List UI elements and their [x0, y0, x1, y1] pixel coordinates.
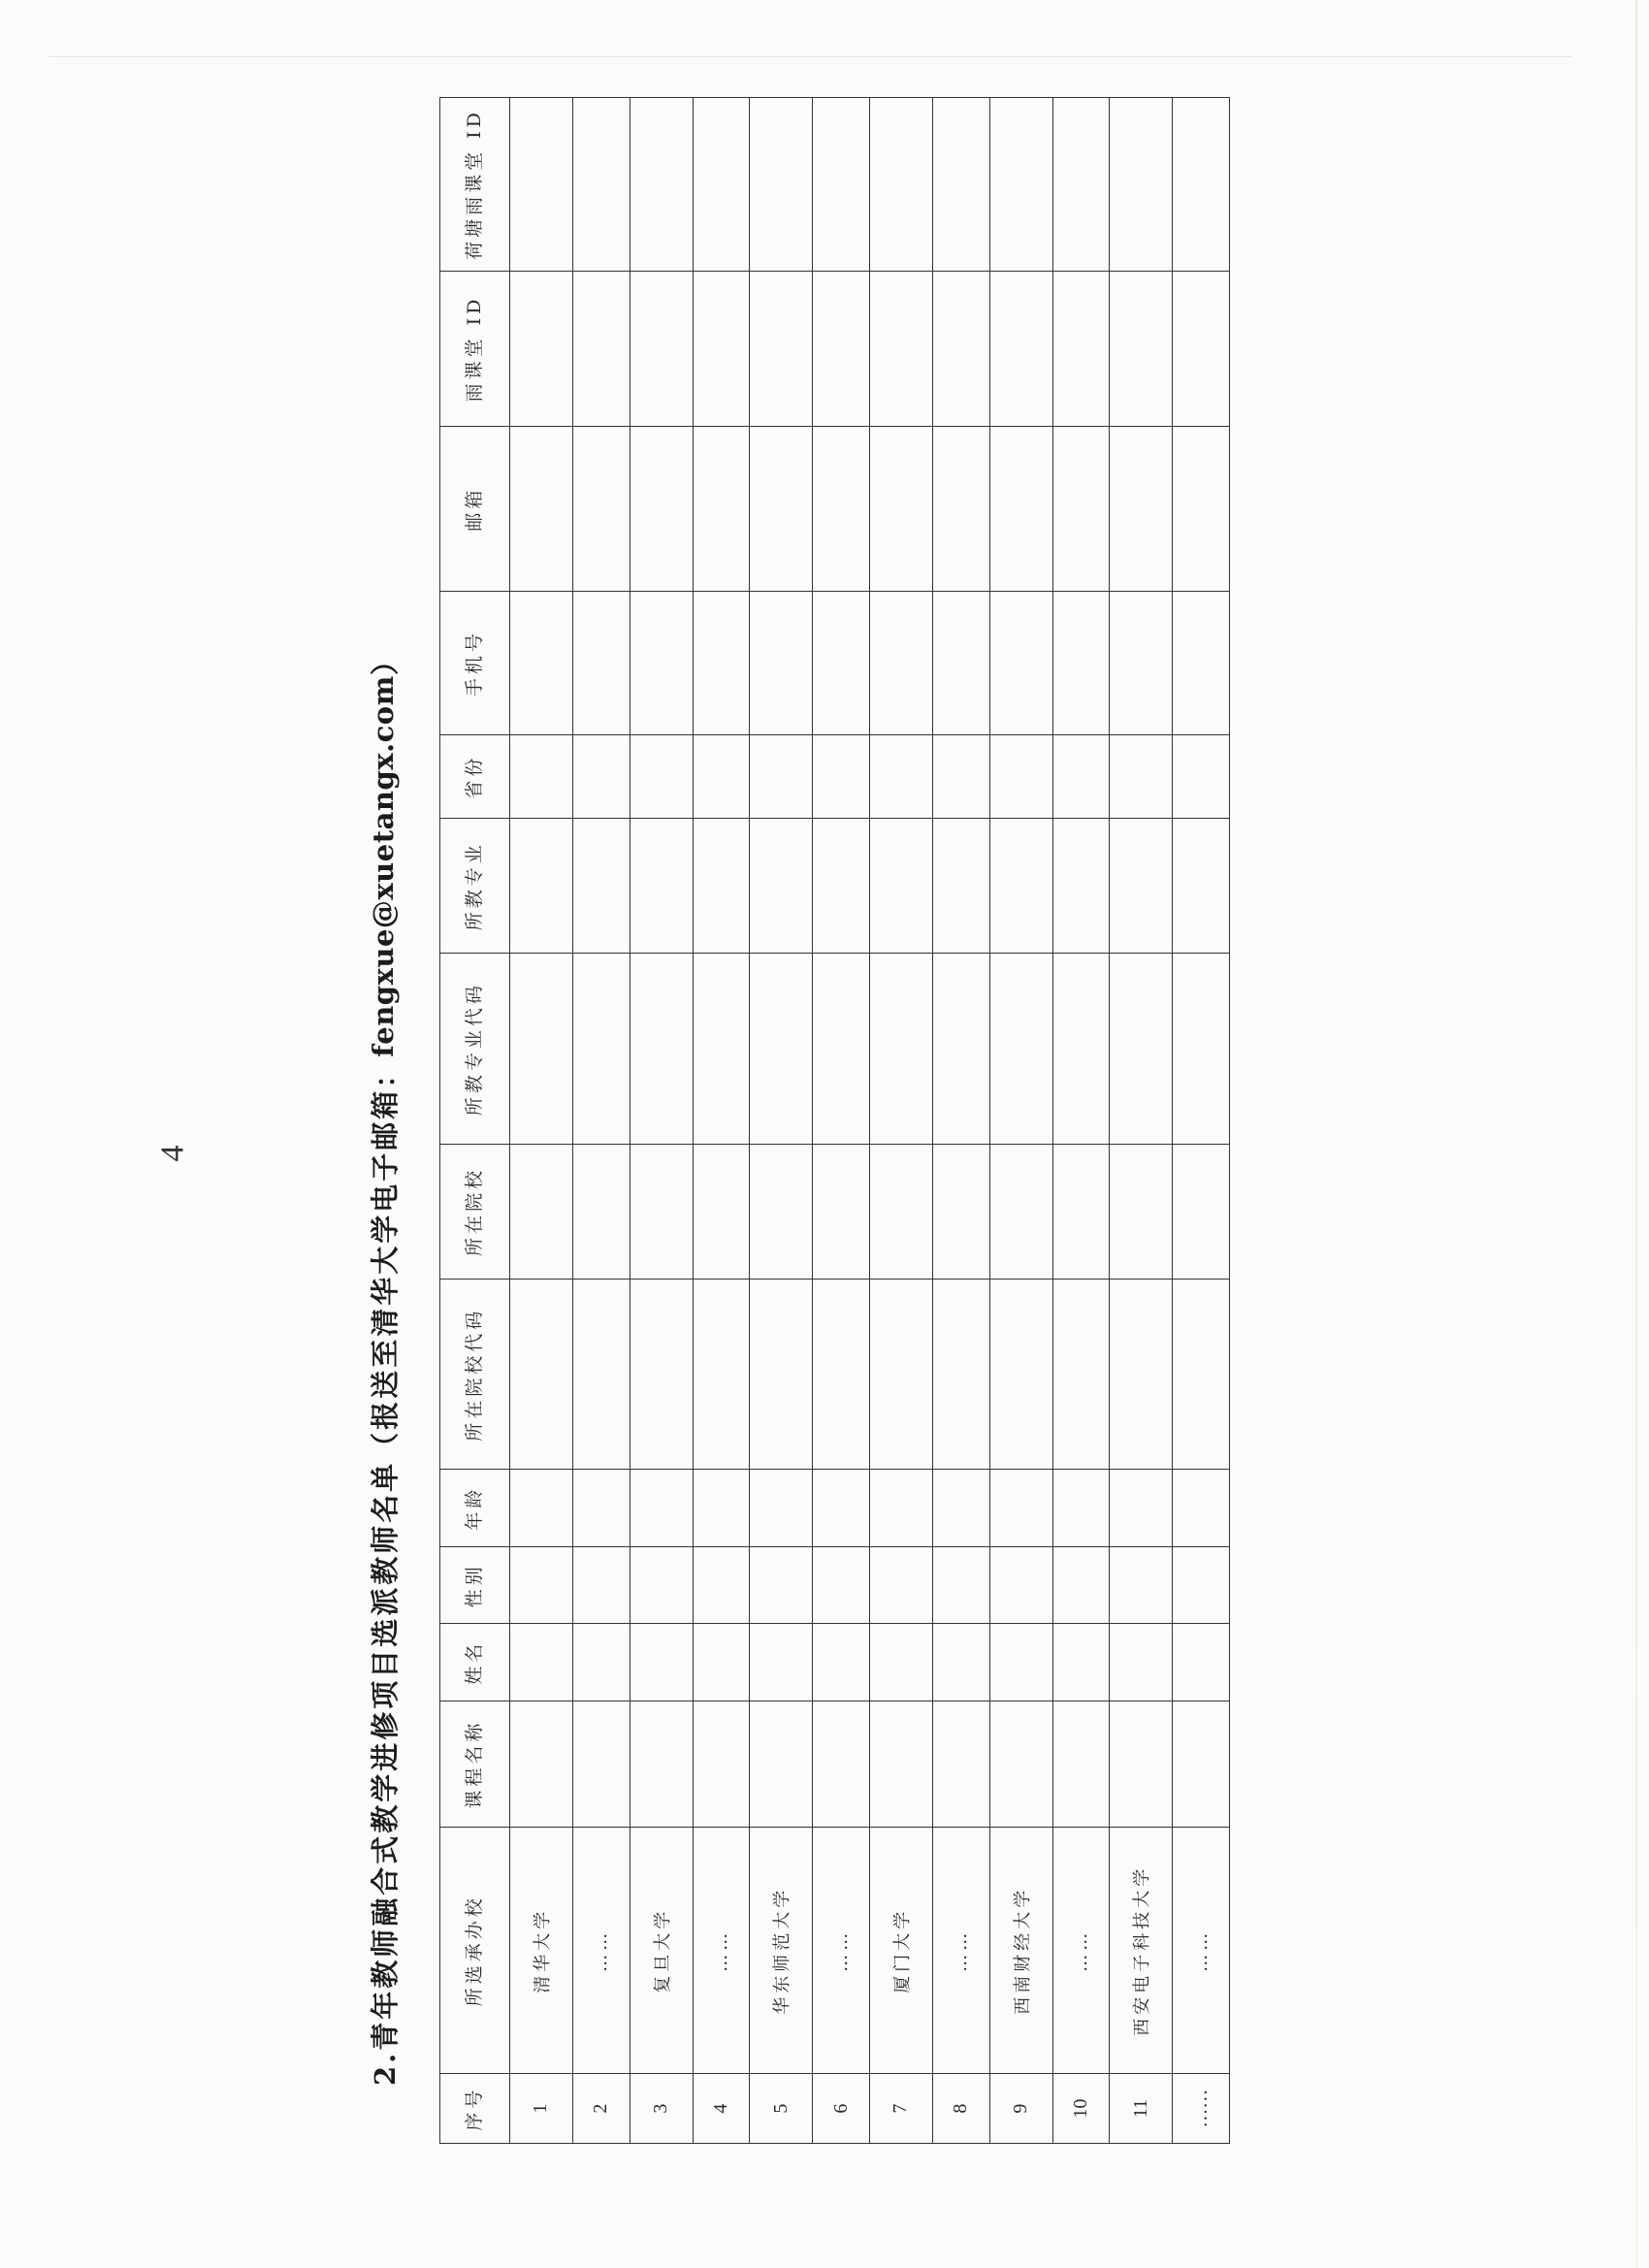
empty-cell[interactable] [1173, 427, 1230, 592]
empty-cell[interactable] [813, 1279, 870, 1470]
empty-cell[interactable] [932, 1470, 989, 1547]
empty-cell[interactable] [813, 1144, 870, 1279]
empty-cell[interactable] [932, 1624, 989, 1701]
row-seq-cell: 4 [693, 2074, 750, 2144]
empty-cell[interactable] [510, 1624, 573, 1701]
row-seq-cell: 10 [1052, 2074, 1110, 2144]
row-seq-cell: 11 [1110, 2074, 1173, 2144]
header-cell: 课程名称 [440, 1701, 510, 1828]
empty-cell[interactable] [1052, 1144, 1110, 1279]
header-cell: 性别 [440, 1547, 510, 1625]
empty-cell[interactable] [572, 819, 630, 954]
empty-cell[interactable] [693, 1144, 750, 1279]
table-body [510, 98, 1230, 2144]
empty-cell[interactable] [693, 1624, 750, 1701]
empty-cell[interactable] [813, 1701, 870, 1828]
empty-cell[interactable] [869, 1701, 932, 1828]
empty-cell[interactable] [1173, 98, 1230, 272]
empty-cell[interactable] [989, 1279, 1052, 1470]
row-school-cell: 复旦大学 [630, 1828, 693, 2074]
row-seq-cell: 3 [630, 2074, 693, 2144]
empty-cell[interactable] [630, 1470, 693, 1547]
empty-cell[interactable] [510, 819, 573, 954]
empty-cell[interactable] [1110, 735, 1173, 819]
empty-cell[interactable] [813, 98, 870, 272]
empty-cell[interactable] [989, 735, 1052, 819]
empty-cell[interactable] [869, 1470, 932, 1547]
empty-cell[interactable] [813, 1470, 870, 1547]
empty-cell[interactable] [1173, 271, 1230, 426]
empty-cell[interactable] [869, 819, 932, 954]
empty-cell[interactable] [510, 1547, 573, 1625]
header-cell: 序号 [440, 2074, 510, 2144]
empty-cell[interactable] [989, 1547, 1052, 1625]
empty-cell[interactable] [630, 98, 693, 272]
empty-cell[interactable] [813, 592, 870, 735]
empty-cell[interactable] [1110, 1144, 1173, 1279]
row-school-cell: …… [693, 1828, 750, 2074]
row-seq-cell: 7 [869, 2074, 932, 2144]
table-row [750, 98, 813, 2144]
empty-cell[interactable] [813, 819, 870, 954]
empty-cell[interactable] [572, 1144, 630, 1279]
empty-cell[interactable] [869, 1624, 932, 1701]
empty-cell[interactable] [510, 1470, 573, 1547]
empty-cell[interactable] [1110, 819, 1173, 954]
empty-cell[interactable] [693, 592, 750, 735]
empty-cell[interactable] [813, 427, 870, 592]
row-school-cell: …… [1173, 1828, 1230, 2074]
empty-cell[interactable] [693, 271, 750, 426]
empty-cell[interactable] [932, 1144, 989, 1279]
empty-cell[interactable] [693, 1470, 750, 1547]
table-row [932, 98, 989, 2144]
empty-cell[interactable] [1052, 1470, 1110, 1547]
empty-cell[interactable] [693, 1701, 750, 1828]
title-text: 2.青年教师融合式教学进修项目选派教师名单（报送至清华大学电子邮箱： [368, 1056, 402, 2086]
empty-cell[interactable] [510, 1279, 573, 1470]
row-seq-cell: 2 [572, 2074, 630, 2144]
empty-cell[interactable] [989, 1624, 1052, 1701]
empty-cell[interactable] [693, 1279, 750, 1470]
row-school-cell: …… [1052, 1828, 1110, 2074]
empty-cell[interactable] [869, 98, 932, 272]
empty-cell[interactable] [989, 1470, 1052, 1547]
empty-cell[interactable] [572, 592, 630, 735]
rotated-sheet [354, 97, 1324, 2144]
empty-cell[interactable] [1052, 819, 1110, 954]
empty-cell[interactable] [630, 427, 693, 592]
empty-cell[interactable] [693, 98, 750, 272]
header-cell: 所选承办校 [440, 1828, 510, 2074]
empty-cell[interactable] [1052, 1547, 1110, 1625]
empty-cell[interactable] [989, 592, 1052, 735]
header-cell: 雨课堂 ID [440, 271, 510, 426]
empty-cell[interactable] [989, 954, 1052, 1145]
empty-cell[interactable] [1173, 1701, 1230, 1828]
row-school-cell: 清华大学 [510, 1828, 573, 2074]
empty-cell[interactable] [1110, 592, 1173, 735]
empty-cell[interactable] [1173, 592, 1230, 735]
empty-cell[interactable] [813, 735, 870, 819]
empty-cell[interactable] [932, 735, 989, 819]
header-cell: 所在院校 [440, 1144, 510, 1279]
empty-cell[interactable] [572, 1470, 630, 1547]
empty-cell[interactable] [572, 1701, 630, 1828]
empty-cell[interactable] [869, 1279, 932, 1470]
empty-cell[interactable] [813, 1624, 870, 1701]
empty-cell[interactable] [932, 1547, 989, 1625]
empty-cell[interactable] [510, 954, 573, 1145]
empty-cell[interactable] [932, 1701, 989, 1828]
page-title [354, 243, 412, 2086]
empty-cell[interactable] [1052, 427, 1110, 592]
title-email: fengxue@xuetangx.com [367, 675, 400, 1057]
empty-cell[interactable] [932, 819, 989, 954]
empty-cell[interactable] [932, 954, 989, 1145]
empty-cell[interactable] [869, 271, 932, 426]
empty-cell[interactable] [932, 592, 989, 735]
empty-cell[interactable] [1173, 1547, 1230, 1625]
row-school-cell: …… [813, 1828, 870, 2074]
empty-cell[interactable] [1052, 1624, 1110, 1701]
empty-cell[interactable] [1052, 735, 1110, 819]
empty-cell[interactable] [989, 98, 1052, 272]
empty-cell[interactable] [1110, 271, 1173, 426]
empty-cell[interactable] [693, 1547, 750, 1625]
empty-cell[interactable] [572, 427, 630, 592]
empty-cell[interactable] [630, 819, 693, 954]
empty-cell[interactable] [1110, 1624, 1173, 1701]
empty-cell[interactable] [1173, 1624, 1230, 1701]
empty-cell[interactable] [1110, 1279, 1173, 1470]
empty-cell[interactable] [869, 427, 932, 592]
empty-cell[interactable] [1173, 819, 1230, 954]
empty-cell[interactable] [630, 1144, 693, 1279]
header-cell: 年龄 [440, 1470, 510, 1547]
table-row [572, 98, 630, 2144]
empty-cell[interactable] [750, 98, 813, 272]
empty-cell[interactable] [693, 954, 750, 1145]
row-seq-cell: 8 [932, 2074, 989, 2144]
empty-cell[interactable] [1173, 1470, 1230, 1547]
empty-cell[interactable] [630, 1547, 693, 1625]
empty-cell[interactable] [1173, 1279, 1230, 1470]
empty-cell[interactable] [813, 271, 870, 426]
empty-cell[interactable] [1110, 98, 1173, 272]
empty-cell[interactable] [750, 1547, 813, 1625]
empty-cell[interactable] [989, 271, 1052, 426]
empty-cell[interactable] [750, 954, 813, 1145]
header-cell: 所教专业 [440, 819, 510, 954]
empty-cell[interactable] [989, 819, 1052, 954]
table-row [1052, 98, 1110, 2144]
empty-cell[interactable] [693, 819, 750, 954]
empty-cell[interactable] [1052, 954, 1110, 1145]
empty-cell[interactable] [989, 1144, 1052, 1279]
empty-cell[interactable] [510, 735, 573, 819]
empty-cell[interactable] [693, 735, 750, 819]
empty-cell[interactable] [510, 271, 573, 426]
page-edge [1635, 0, 1637, 2268]
table-row [510, 98, 573, 2144]
empty-cell[interactable] [869, 1547, 932, 1625]
empty-cell[interactable] [869, 592, 932, 735]
empty-cell[interactable] [932, 271, 989, 426]
empty-cell[interactable] [572, 1547, 630, 1625]
empty-cell[interactable] [572, 954, 630, 1145]
empty-cell[interactable] [750, 1470, 813, 1547]
empty-cell[interactable] [1110, 1547, 1173, 1625]
empty-cell[interactable] [693, 427, 750, 592]
empty-cell[interactable] [510, 427, 573, 592]
empty-cell[interactable] [510, 98, 573, 272]
empty-cell[interactable] [750, 271, 813, 426]
row-seq-cell: …… [1173, 2074, 1230, 2144]
empty-cell[interactable] [989, 427, 1052, 592]
empty-cell[interactable] [630, 1279, 693, 1470]
header-cell: 所在院校代码 [440, 1279, 510, 1470]
empty-cell[interactable] [750, 1144, 813, 1279]
empty-cell[interactable] [630, 592, 693, 735]
empty-cell[interactable] [1052, 98, 1110, 272]
row-seq-cell: 6 [813, 2074, 870, 2144]
empty-cell[interactable] [1052, 1279, 1110, 1470]
empty-cell[interactable] [630, 1624, 693, 1701]
header-cell: 手机号 [440, 592, 510, 735]
empty-cell[interactable] [869, 1144, 932, 1279]
empty-cell[interactable] [932, 427, 989, 592]
empty-cell[interactable] [1173, 954, 1230, 1145]
row-school-cell: …… [932, 1828, 989, 2074]
scan-top-rule [48, 56, 1571, 57]
row-seq-cell: 9 [989, 2074, 1052, 2144]
empty-cell[interactable] [1173, 735, 1230, 819]
empty-cell[interactable] [750, 735, 813, 819]
page-number: 4 [154, 1145, 191, 1162]
empty-cell[interactable] [750, 819, 813, 954]
empty-cell[interactable] [869, 735, 932, 819]
table-row [869, 98, 932, 2144]
table-row [1110, 98, 1173, 2144]
empty-cell[interactable] [630, 271, 693, 426]
row-seq-cell: 5 [750, 2074, 813, 2144]
empty-cell[interactable] [572, 735, 630, 819]
empty-cell[interactable] [869, 954, 932, 1145]
empty-cell[interactable] [750, 1624, 813, 1701]
empty-cell[interactable] [1110, 1701, 1173, 1828]
empty-cell[interactable] [1052, 1701, 1110, 1828]
empty-cell[interactable] [750, 1279, 813, 1470]
title-closing: ） [368, 644, 402, 676]
empty-cell[interactable] [572, 98, 630, 272]
empty-cell[interactable] [750, 592, 813, 735]
empty-cell[interactable] [1110, 954, 1173, 1145]
row-school-cell: 厦门大学 [869, 1828, 932, 2074]
empty-cell[interactable] [750, 427, 813, 592]
empty-cell[interactable] [1052, 271, 1110, 426]
empty-cell[interactable] [572, 1624, 630, 1701]
empty-cell[interactable] [989, 1701, 1052, 1828]
empty-cell[interactable] [630, 1701, 693, 1828]
header-cell: 姓名 [440, 1624, 510, 1701]
empty-cell[interactable] [572, 1279, 630, 1470]
row-school-cell: 西安电子科技大学 [1110, 1828, 1173, 2074]
empty-cell[interactable] [932, 1279, 989, 1470]
table-row [630, 98, 693, 2144]
empty-cell[interactable] [630, 954, 693, 1145]
row-school-cell: 华东师范大学 [750, 1828, 813, 2074]
row-school-cell: 西南财经大学 [989, 1828, 1052, 2074]
table-row [693, 98, 750, 2144]
empty-cell[interactable] [813, 954, 870, 1145]
empty-cell[interactable] [630, 735, 693, 819]
header-cell: 邮箱 [440, 427, 510, 592]
header-cell: 荷塘雨课堂 ID [440, 98, 510, 272]
teacher-list-table [439, 97, 1230, 2144]
table-row [989, 98, 1052, 2144]
empty-cell[interactable] [1110, 427, 1173, 592]
table-header-row [440, 98, 510, 2144]
row-school-cell: …… [572, 1828, 630, 2074]
header-cell: 省份 [440, 735, 510, 819]
table-row [813, 98, 870, 2144]
empty-cell[interactable] [510, 592, 573, 735]
row-seq-cell: 1 [510, 2074, 573, 2144]
header-cell: 所教专业代码 [440, 954, 510, 1145]
empty-cell[interactable] [510, 1701, 573, 1828]
empty-cell[interactable] [510, 1144, 573, 1279]
empty-cell[interactable] [750, 1701, 813, 1828]
empty-cell[interactable] [813, 1547, 870, 1625]
table-row [1173, 98, 1230, 2144]
empty-cell[interactable] [1052, 592, 1110, 735]
empty-cell[interactable] [572, 271, 630, 426]
empty-cell[interactable] [1110, 1470, 1173, 1547]
empty-cell[interactable] [1173, 1144, 1230, 1279]
empty-cell[interactable] [932, 98, 989, 272]
